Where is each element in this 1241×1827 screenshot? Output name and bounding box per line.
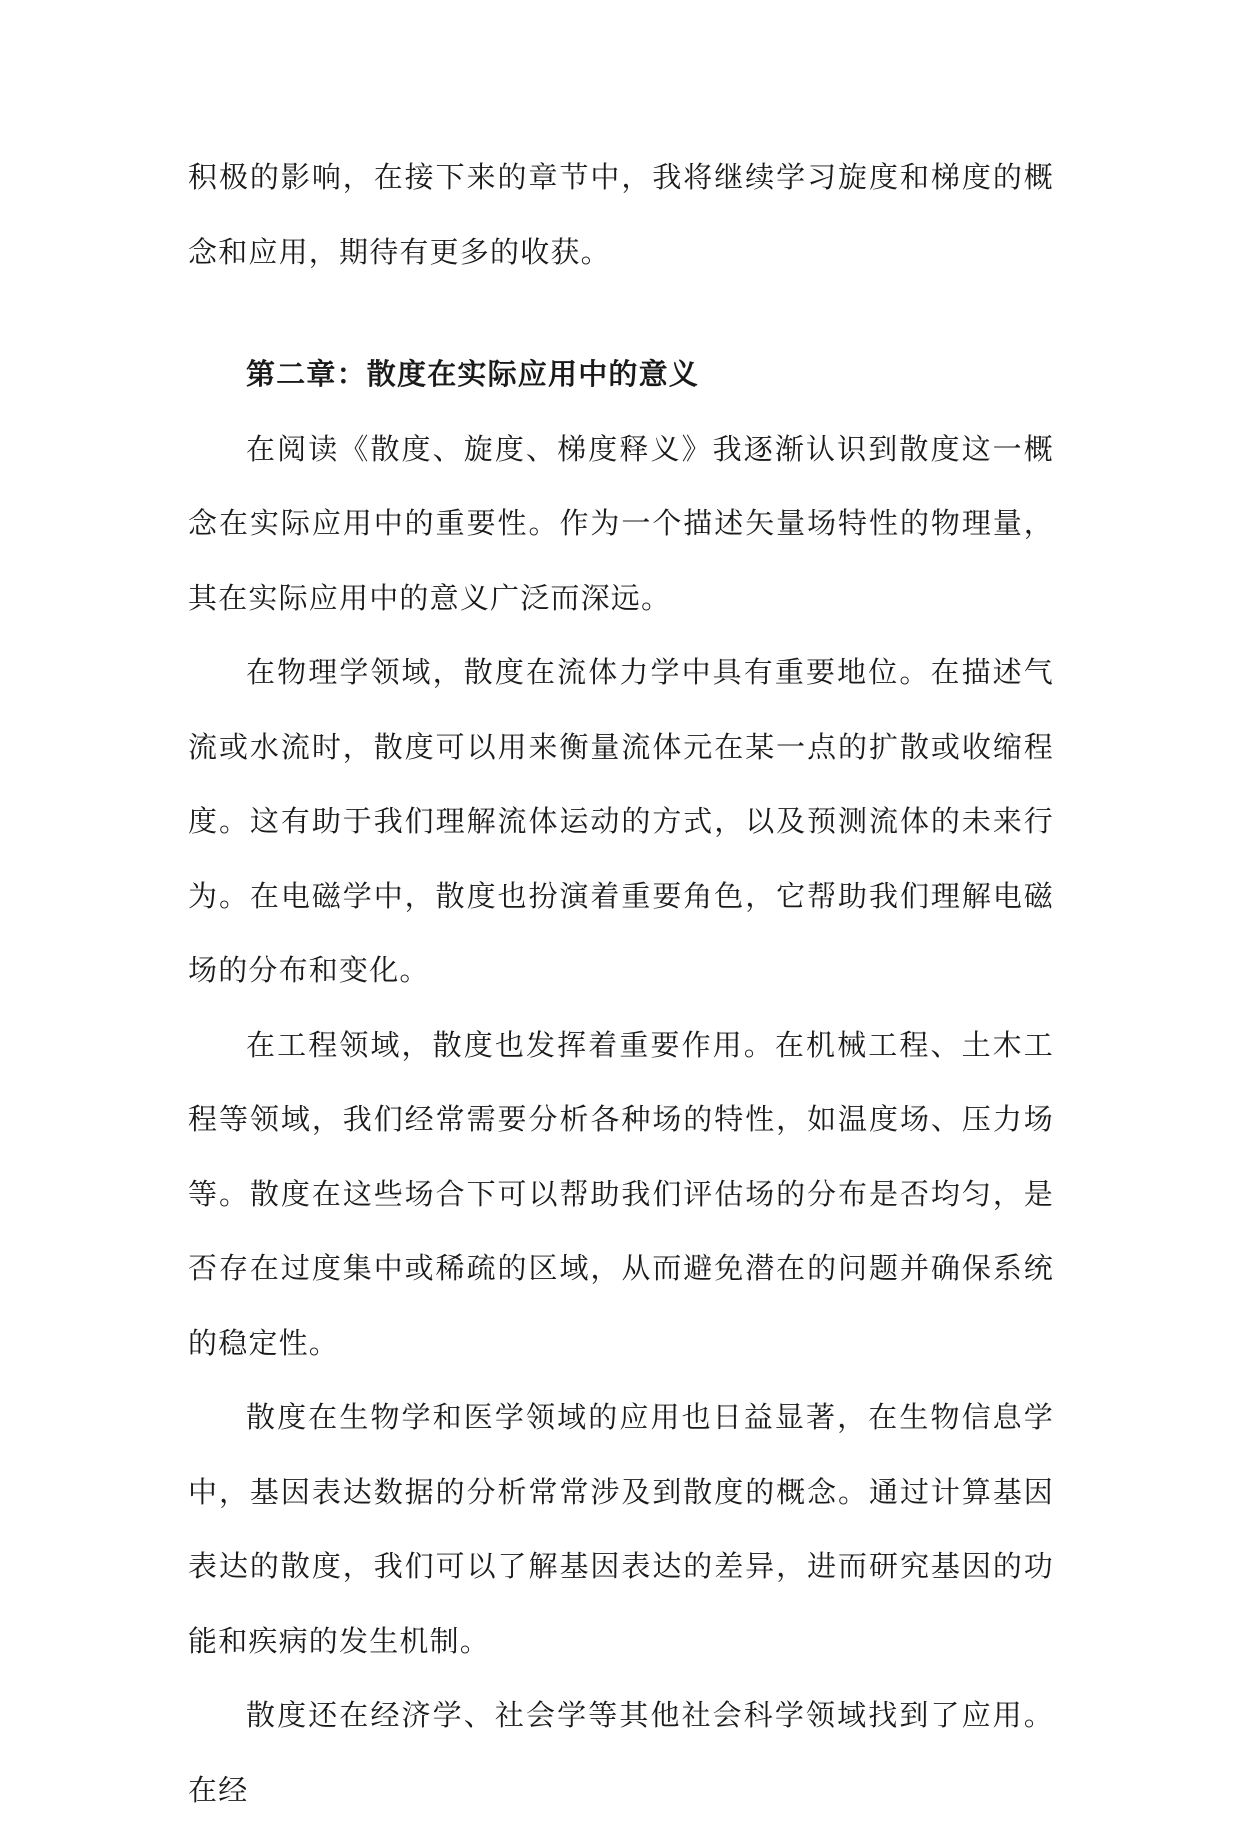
paragraph: 在工程领域，散度也发挥着重要作用。在机械工程、土木工程等领域，我们经常需要分析各种场的特性，如温度场、压力场等。散度在这些场合下可以帮助我们评估场的分布是否均匀，是否存在过度集中或稀疏的区域，从而避免潜在的问题并确保系统的稳定性。 (188, 1027, 1054, 1360)
chapter-heading: 第二章：散度在实际应用中的意义 (246, 357, 700, 391)
document-body (188, 140, 1054, 1827)
paragraph: 散度在生物学和医学领域的应用也日益显著，在生物信息学中，基因表达数据的分析常常涉及到散度的概念。通过计算基因表达的散度，我们可以了解基因表达的差异，进而研究基因的功能和疾病的发生机制。 (188, 1400, 1054, 1658)
paragraph: 在阅读《散度、旋度、梯度释义》我逐渐认识到散度这一概念在实际应用中的重要性。作为一个描述矢量场特性的物理量，其在实际应用中的意义广泛而深远。 (188, 431, 1054, 615)
paragraph-continuation: 积极的影响，在接下来的章节中，我将继续学习旋度和梯度的概念和应用，期待有更多的收获。 (188, 160, 1054, 269)
paragraph: 散度还在经济学、社会学等其他社会科学领域找到了应用。在经 (188, 1698, 1054, 1807)
paragraph: 在物理学领域，散度在流体力学中具有重要地位。在描述气流或水流时，散度可以用来衡量流体元在某一点的扩散或收缩程度。这有助于我们理解流体运动的方式，以及预测流体的未来行为。在电磁学中，散度也扮演着重要角色，它帮助我们理解电磁场的分布和变化。 (188, 655, 1054, 987)
